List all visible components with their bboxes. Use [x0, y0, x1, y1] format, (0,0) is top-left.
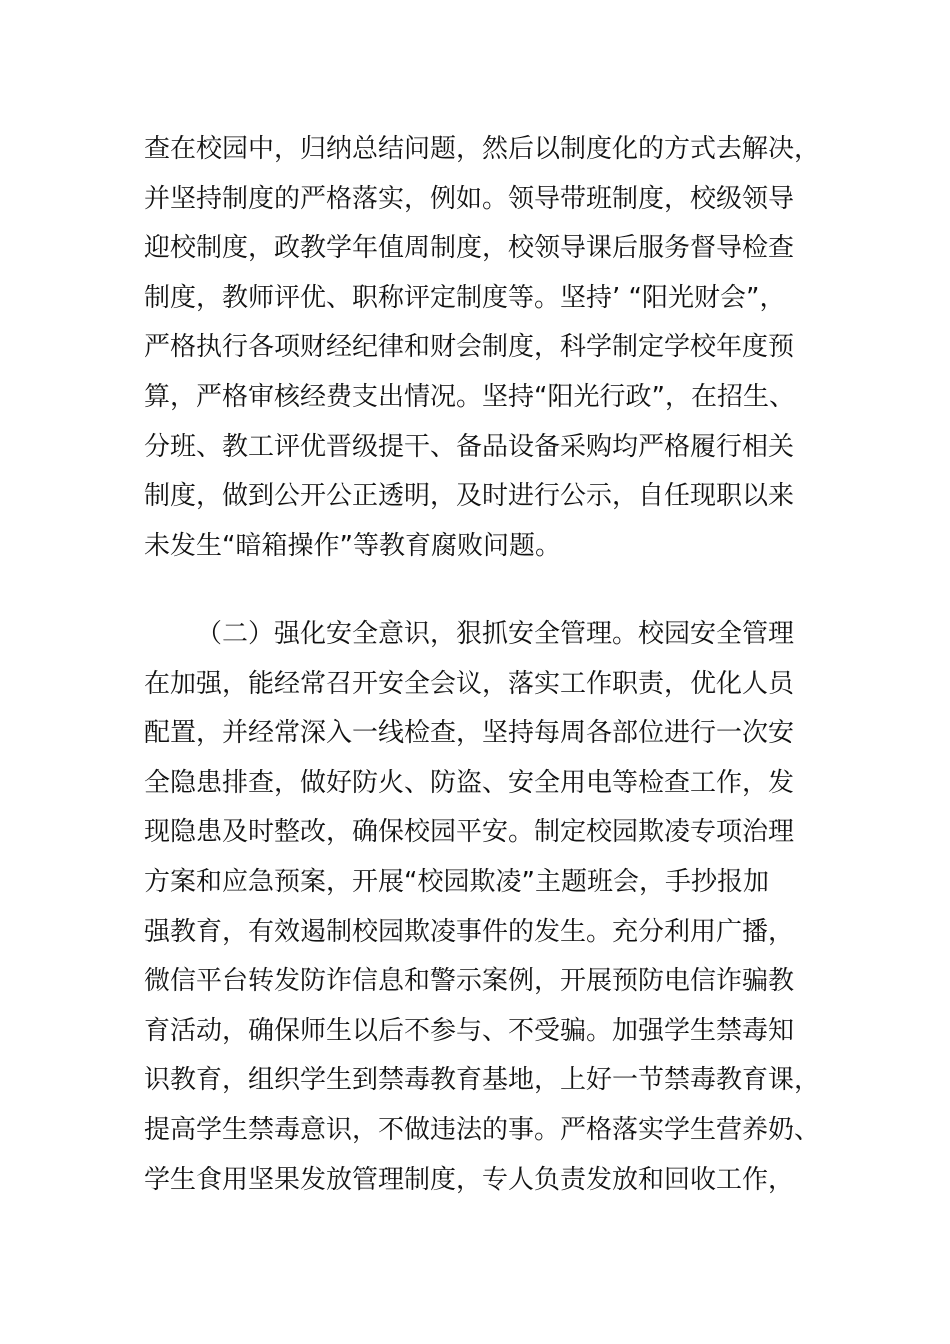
- text-line: 算，严格审核经费支出情况。坚持“阳光行政”，在招生、: [144, 381, 795, 412]
- section-heading-line: （二）强化安全意识，狠抓安全管理。校园安全管理: [196, 619, 795, 649]
- paragraph-1: [144, 125, 821, 571]
- text-line: 未发生“暗箱操作”等教育腐败问题。: [144, 530, 561, 561]
- text-line: 并坚持制度的严格落实，例如。领导带班制度，校级领导: [144, 183, 795, 214]
- text-line: 提高学生禁毒意识，不做违法的事。严格落实学生营养奶、: [144, 1114, 821, 1145]
- text-line: 制度，做到公开公正透明，及时进行公示，自任现职以来: [144, 481, 795, 512]
- text-line: 学生食用坚果发放管理制度，专人负责发放和回收工作，: [144, 1164, 795, 1195]
- text-line: 全隐患排查，做好防火、防盗、安全用电等检查工作，发: [144, 767, 795, 798]
- text-line: 制度，教师评优、职称评定制度等。坚持’ “阳光财会”，: [144, 282, 786, 313]
- text-line: 现隐患及时整改，确保校园平安。制定校园欺凌专项治理: [144, 817, 795, 848]
- text-line: 严格执行各项财经纪律和财会制度，科学制定学校年度预: [144, 332, 795, 363]
- text-line: 育活动，确保师生以后不参与、不受骗。加强学生禁毒知: [144, 1015, 795, 1046]
- text-line: 迎校制度，政教学年值周制度，校领导课后服务督导检查: [144, 233, 795, 264]
- text-line: 在加强，能经常召开安全会议，落实工作职责，优化人员: [144, 668, 795, 699]
- text-line: 微信平台转发防诈信息和警示案例，开展预防电信诈骗教: [144, 966, 795, 997]
- text-line: 方案和应急预案，开展“校园欺凌”主题班会，手抄报加: [144, 866, 769, 897]
- text-line: 查在校园中，归纳总结问题，然后以制度化的方式去解决，: [144, 134, 821, 164]
- text-line: 识教育，组织学生到禁毒教育基地，上好一节禁毒教育课，: [144, 1065, 821, 1096]
- text-line: 分班、教工评优晋级提干、备品设备采购均严格履行相关: [144, 431, 795, 462]
- text-line: 配置，并经常深入一线检查，坚持每周各部位进行一次安: [144, 718, 795, 749]
- text-line: 强教育，有效遏制校园欺凌事件的发生。充分利用广播，: [144, 916, 795, 947]
- paragraph-2: [144, 610, 821, 1205]
